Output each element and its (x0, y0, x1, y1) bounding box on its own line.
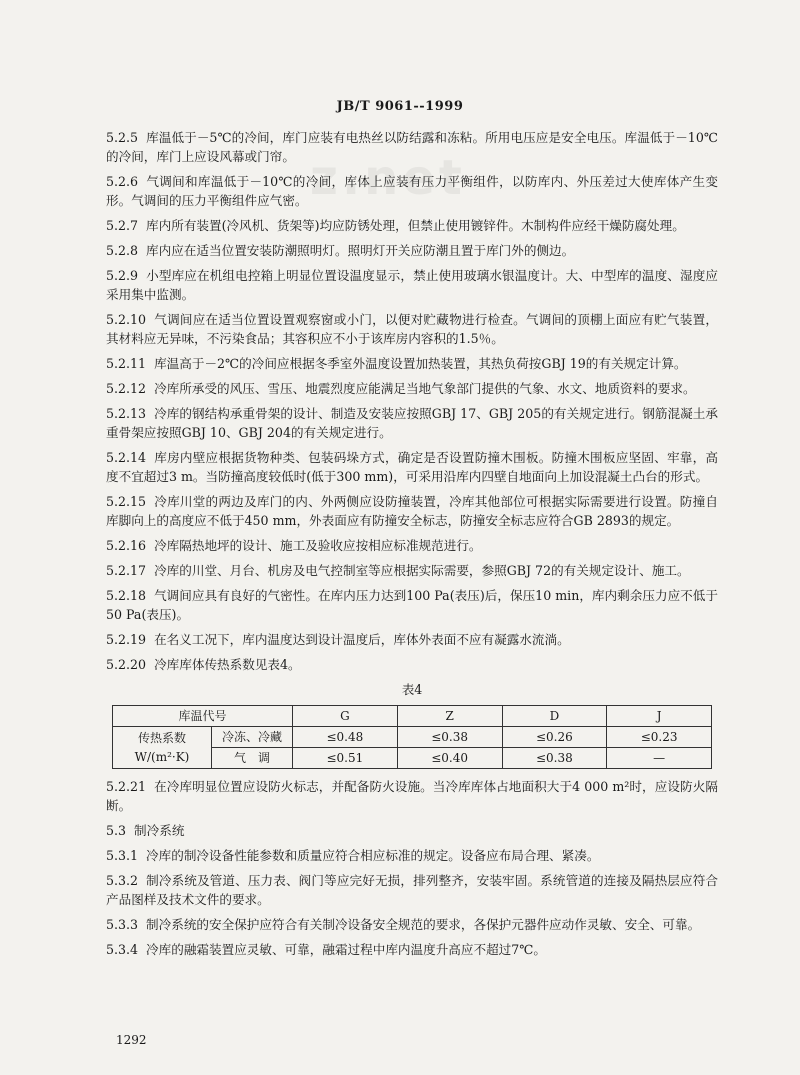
table-header-cell: D (502, 706, 607, 727)
page-number: 1292 (116, 1033, 147, 1047)
clause-paragraph (106, 536, 718, 555)
clause-number: 5.2.16 (106, 538, 147, 553)
clause-paragraph (106, 241, 718, 260)
clause-paragraph (106, 777, 718, 815)
clause-number: 5.2.11 (106, 356, 147, 371)
clause-paragraph (106, 354, 718, 373)
clause-number: 5.2.7 (106, 218, 139, 233)
section-number: 5.3 (106, 823, 127, 838)
table-cell: ≤0.38 (502, 748, 607, 769)
clause-number: 5.2.19 (106, 632, 147, 647)
table-cell: ≤0.23 (607, 727, 712, 748)
clause-paragraph (106, 448, 718, 486)
clause-paragraph (106, 266, 718, 304)
clause-text: 冷库库体传热系数见表4。 (154, 657, 301, 672)
clause-number: 5.2.17 (106, 563, 147, 578)
clause-paragraph (106, 216, 718, 235)
watermark: z.net (310, 150, 466, 206)
clause-text: 冷库所承受的风压、雪压、地震烈度应能满足当地气象部门提供的气象、水文、地质资料的要求。 (154, 381, 696, 396)
table-cell: ≤0.38 (397, 727, 502, 748)
clause-number: 5.2.15 (106, 494, 147, 509)
clause-text: 在名义工况下，库内温度达到设计温度后，库体外表面不应有凝露水流淌。 (154, 632, 570, 647)
clause-text: 冷库川堂的两边及库门的内、外两侧应设防撞装置，冷库其他部位可根据实际需要进行设置。防撞自库脚向上的高度应不低于450 mm，外表面应有防撞安全标志，防撞安全标志应符合GB 2893的规定。 (106, 494, 718, 528)
clause-text: 小型库应在机组电控箱上明显位置设温度显示，禁止使用玻璃水银温度计。大、中型库的温度、湿度应采用集中监测。 (106, 268, 718, 302)
table-header-cell: Z (397, 706, 502, 727)
clause-paragraph (106, 128, 718, 166)
clause-number: 5.2.12 (106, 381, 147, 396)
clause-number: 5.2.6 (106, 174, 139, 189)
clause-number: 5.2.5 (106, 130, 139, 145)
clause-number: 5.3.2 (106, 873, 139, 888)
section-heading (106, 821, 718, 840)
clause-text: 气调间和库温低于－10℃的冷间，库体上应装有压力平衡组件，以防库内、外压差过大使库体产生变形。气调间的压力平衡组件应气密。 (106, 174, 718, 208)
clause-text: 冷库隔热地坪的设计、施工及验收应按相应标准规范进行。 (154, 538, 482, 553)
table-cell: — (607, 748, 712, 769)
clause-text: 冷库的川堂、月台、机房及电气控制室等应根据实际需要，参照GBJ 72的有关规定设计、施工。 (154, 563, 690, 578)
clause-paragraph (106, 655, 718, 674)
clause-text: 在冷库明显位置应设防火标志，并配备防火设施。当冷库库体占地面积大于4 000 m²时，应设防火隔断。 (106, 779, 718, 813)
clause-text: 制冷系统及管道、压力表、阀门等应完好无损，排列整齐，安装牢固。系统管道的连接及隔热层应符合产品图样及技术文件的要求。 (106, 873, 718, 907)
clause-paragraph (106, 940, 718, 959)
clause-text: 库内所有装置(冷风机、货架等)均应防锈处理，但禁止使用镀锌件。木制构件应经干燥防腐处理。 (146, 218, 685, 233)
clause-number: 5.3.1 (106, 848, 139, 863)
clause-number: 5.2.8 (106, 243, 139, 258)
page-header: JB/T 9061--1999 (336, 99, 464, 114)
page-content (106, 128, 718, 965)
row-sublabel: 气 调 (212, 748, 293, 769)
clause-paragraph (106, 561, 718, 580)
table-header-cell: 库温代号 (113, 706, 293, 727)
clause-paragraph (106, 310, 718, 348)
clause-text: 气调间应具有良好的气密性。在库内压力达到100 Pa(表压)后，保压10 min，库内剩余压力应不低于50 Pa(表压)。 (106, 588, 718, 622)
clause-number: 5.3.4 (106, 942, 139, 957)
paragraph-list-bottom (106, 777, 718, 815)
clause-number: 5.2.18 (106, 588, 147, 603)
clause-text: 制冷系统的安全保护应符合有关制冷设备安全规范的要求，各保护元器件应动作灵敏、安全、可靠。 (146, 917, 701, 932)
clause-paragraph (106, 630, 718, 649)
clause-paragraph (106, 586, 718, 624)
table-cell: ≤0.48 (293, 727, 398, 748)
row-label-line-2: W/(m²·K) (134, 749, 190, 764)
table-row (113, 727, 712, 748)
clause-number: 5.2.21 (106, 779, 147, 794)
clause-paragraph (106, 379, 718, 398)
clause-paragraph (106, 404, 718, 442)
clause-number: 5.2.14 (106, 450, 147, 465)
clause-number: 5.2.9 (106, 268, 139, 283)
clause-text: 库内应在适当位置安装防潮照明灯。照明灯开关应防潮且置于库门外的侧边。 (146, 243, 575, 258)
clause-number: 5.2.13 (106, 406, 147, 421)
table-cell: ≤0.51 (293, 748, 398, 769)
row-label-line-1: 传热系数 (137, 730, 186, 745)
table-cell: ≤0.40 (397, 748, 502, 769)
table-header-row (113, 706, 712, 727)
paragraph-list-section (106, 846, 718, 959)
clause-text: 气调间应在适当位置设置观察窗或小门，以便对贮藏物进行检查。气调间的顶棚上面应有贮气装置，其材料应无异味，不污染食品；其容积应不小于该库房内容积的1.5％。 (106, 312, 718, 346)
clause-number: 5.2.10 (106, 312, 147, 327)
row-sublabel: 冷冻、冷藏 (212, 727, 293, 748)
heat-transfer-table (112, 705, 712, 769)
clause-paragraph (106, 915, 718, 934)
table-cell: ≤0.26 (502, 727, 607, 748)
clause-text: 冷库的制冷设备性能参数和质量应符合相应标准的规定。设备应布局合理、紧凑。 (146, 848, 600, 863)
table-header-cell: G (293, 706, 398, 727)
clause-paragraph (106, 846, 718, 865)
clause-number: 5.3.3 (106, 917, 139, 932)
clause-text: 库温低于－5℃的冷间，库门应装有电热丝以防结露和冻粘。所用电压应是安全电压。库温低于－10℃的冷间，库门上应设风幕或门帘。 (106, 130, 718, 164)
row-group-label (113, 727, 212, 769)
clause-paragraph (106, 492, 718, 530)
clause-paragraph (106, 871, 718, 909)
clause-text: 冷库的融霜装置应灵敏、可靠，融霜过程中库内温度升高应不超过7℃。 (146, 942, 546, 957)
table-title: 表4 (401, 682, 423, 697)
clause-number: 5.2.20 (106, 657, 147, 672)
table-header-cell: J (607, 706, 712, 727)
section-title: 制冷系统 (134, 823, 185, 838)
clause-text: 库房内壁应根据货物种类、包装码垛方式，确定是否设置防撞木围板。防撞木围板应坚固、牢靠，高度不宜超过3 m。当防撞高度较低时(低于300 mm)，可采用沿库内四壁自地面向上加设混凝土凸台的形式。 (106, 450, 718, 484)
clause-paragraph (106, 172, 718, 210)
paragraph-list-top (106, 128, 718, 674)
clause-text: 库温高于－2℃的冷间应根据冬季室外温度设置加热装置，其热负荷按GBJ 19的有关规定计算。 (154, 356, 687, 371)
clause-text: 冷库的钢结构承重骨架的设计、制造及安装应按照GBJ 17、GBJ 205的有关规定进行。钢筋混凝土承重骨架应按照GBJ 10、GBJ 204的有关规定进行。 (106, 406, 718, 440)
